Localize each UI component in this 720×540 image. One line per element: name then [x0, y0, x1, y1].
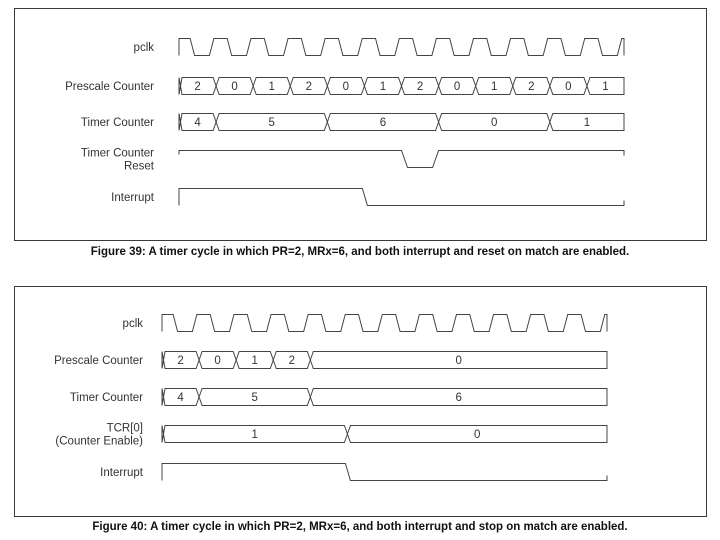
interrupt-label: Interrupt	[100, 467, 143, 479]
prescale-counter-value: 1	[251, 355, 258, 367]
figure-39-caption: Figure 39: A timer cycle in which PR=2, MRx=6, and both interrupt and reset on match are enabled.	[90, 246, 630, 258]
timing-diagram-40-canvas	[15, 287, 705, 515]
pclk-waveform	[162, 315, 607, 332]
timer-counter-value: 4	[194, 117, 201, 129]
prescale-counter-value: 2	[305, 81, 312, 93]
prescale-counter-value: 1	[602, 81, 609, 93]
timing-diagram-figure-40	[14, 286, 707, 517]
prescale-counter-value: 0	[455, 355, 462, 367]
prescale-counter-value: 0	[565, 81, 572, 93]
figure-40-caption: Figure 40: A timer cycle in which PR=2, MRx=6, and both interrupt and stop on match are enabled.	[92, 521, 628, 533]
timer-counter-reset-waveform	[179, 151, 624, 168]
timer-counter-label: Timer Counter	[80, 117, 154, 129]
interrupt-waveform	[162, 464, 607, 481]
tcr-0-counter-enable-label: TCR[0]	[106, 422, 143, 435]
timer-counter-value: 1	[583, 117, 591, 129]
prescale-counter-value: 0	[453, 81, 461, 93]
timing-diagram-figure-39	[14, 8, 707, 241]
timer-counter-label: Timer Counter	[69, 392, 143, 404]
prescale-counter-value: 2	[177, 355, 184, 367]
timer-counter-value: 0	[491, 117, 498, 129]
prescale-counter-label: Prescale Counter	[54, 355, 143, 367]
tcr-0-counter-enable-label: (Counter Enable)	[55, 435, 143, 448]
prescale-counter-value: 1	[268, 81, 275, 93]
prescale-counter-value: 0	[342, 81, 350, 93]
timing-diagram-39-canvas	[15, 9, 705, 239]
prescale-counter-value: 1	[491, 81, 498, 93]
interrupt-label: Interrupt	[111, 192, 154, 204]
pclk-waveform	[179, 39, 624, 56]
prescale-counter-value: 2	[528, 81, 535, 93]
interrupt-waveform	[179, 189, 624, 206]
tcr-0-counter-enable-value: 0	[474, 429, 481, 441]
timer-counter-value: 6	[455, 392, 462, 404]
prescale-counter-value: 1	[379, 81, 387, 93]
timer-counter-reset-label: Reset	[123, 160, 154, 173]
timer-counter-reset-label: Timer Counter	[80, 147, 154, 160]
timer-counter-value: 5	[268, 117, 275, 129]
prescale-counter-value: 0	[214, 355, 221, 367]
timer-counter-value: 4	[177, 392, 184, 404]
prescale-counter-value: 0	[231, 81, 238, 93]
pclk-label: pclk	[133, 42, 154, 54]
tcr-0-counter-enable-value: 1	[251, 429, 258, 441]
prescale-counter-label: Prescale Counter	[65, 81, 154, 93]
prescale-counter-value: 2	[194, 81, 201, 93]
timer-counter-value: 6	[379, 117, 387, 129]
prescale-counter-value: 2	[416, 81, 424, 93]
timer-counter-value: 5	[251, 392, 258, 404]
pclk-label: pclk	[122, 318, 143, 330]
prescale-counter-value: 2	[288, 355, 295, 367]
